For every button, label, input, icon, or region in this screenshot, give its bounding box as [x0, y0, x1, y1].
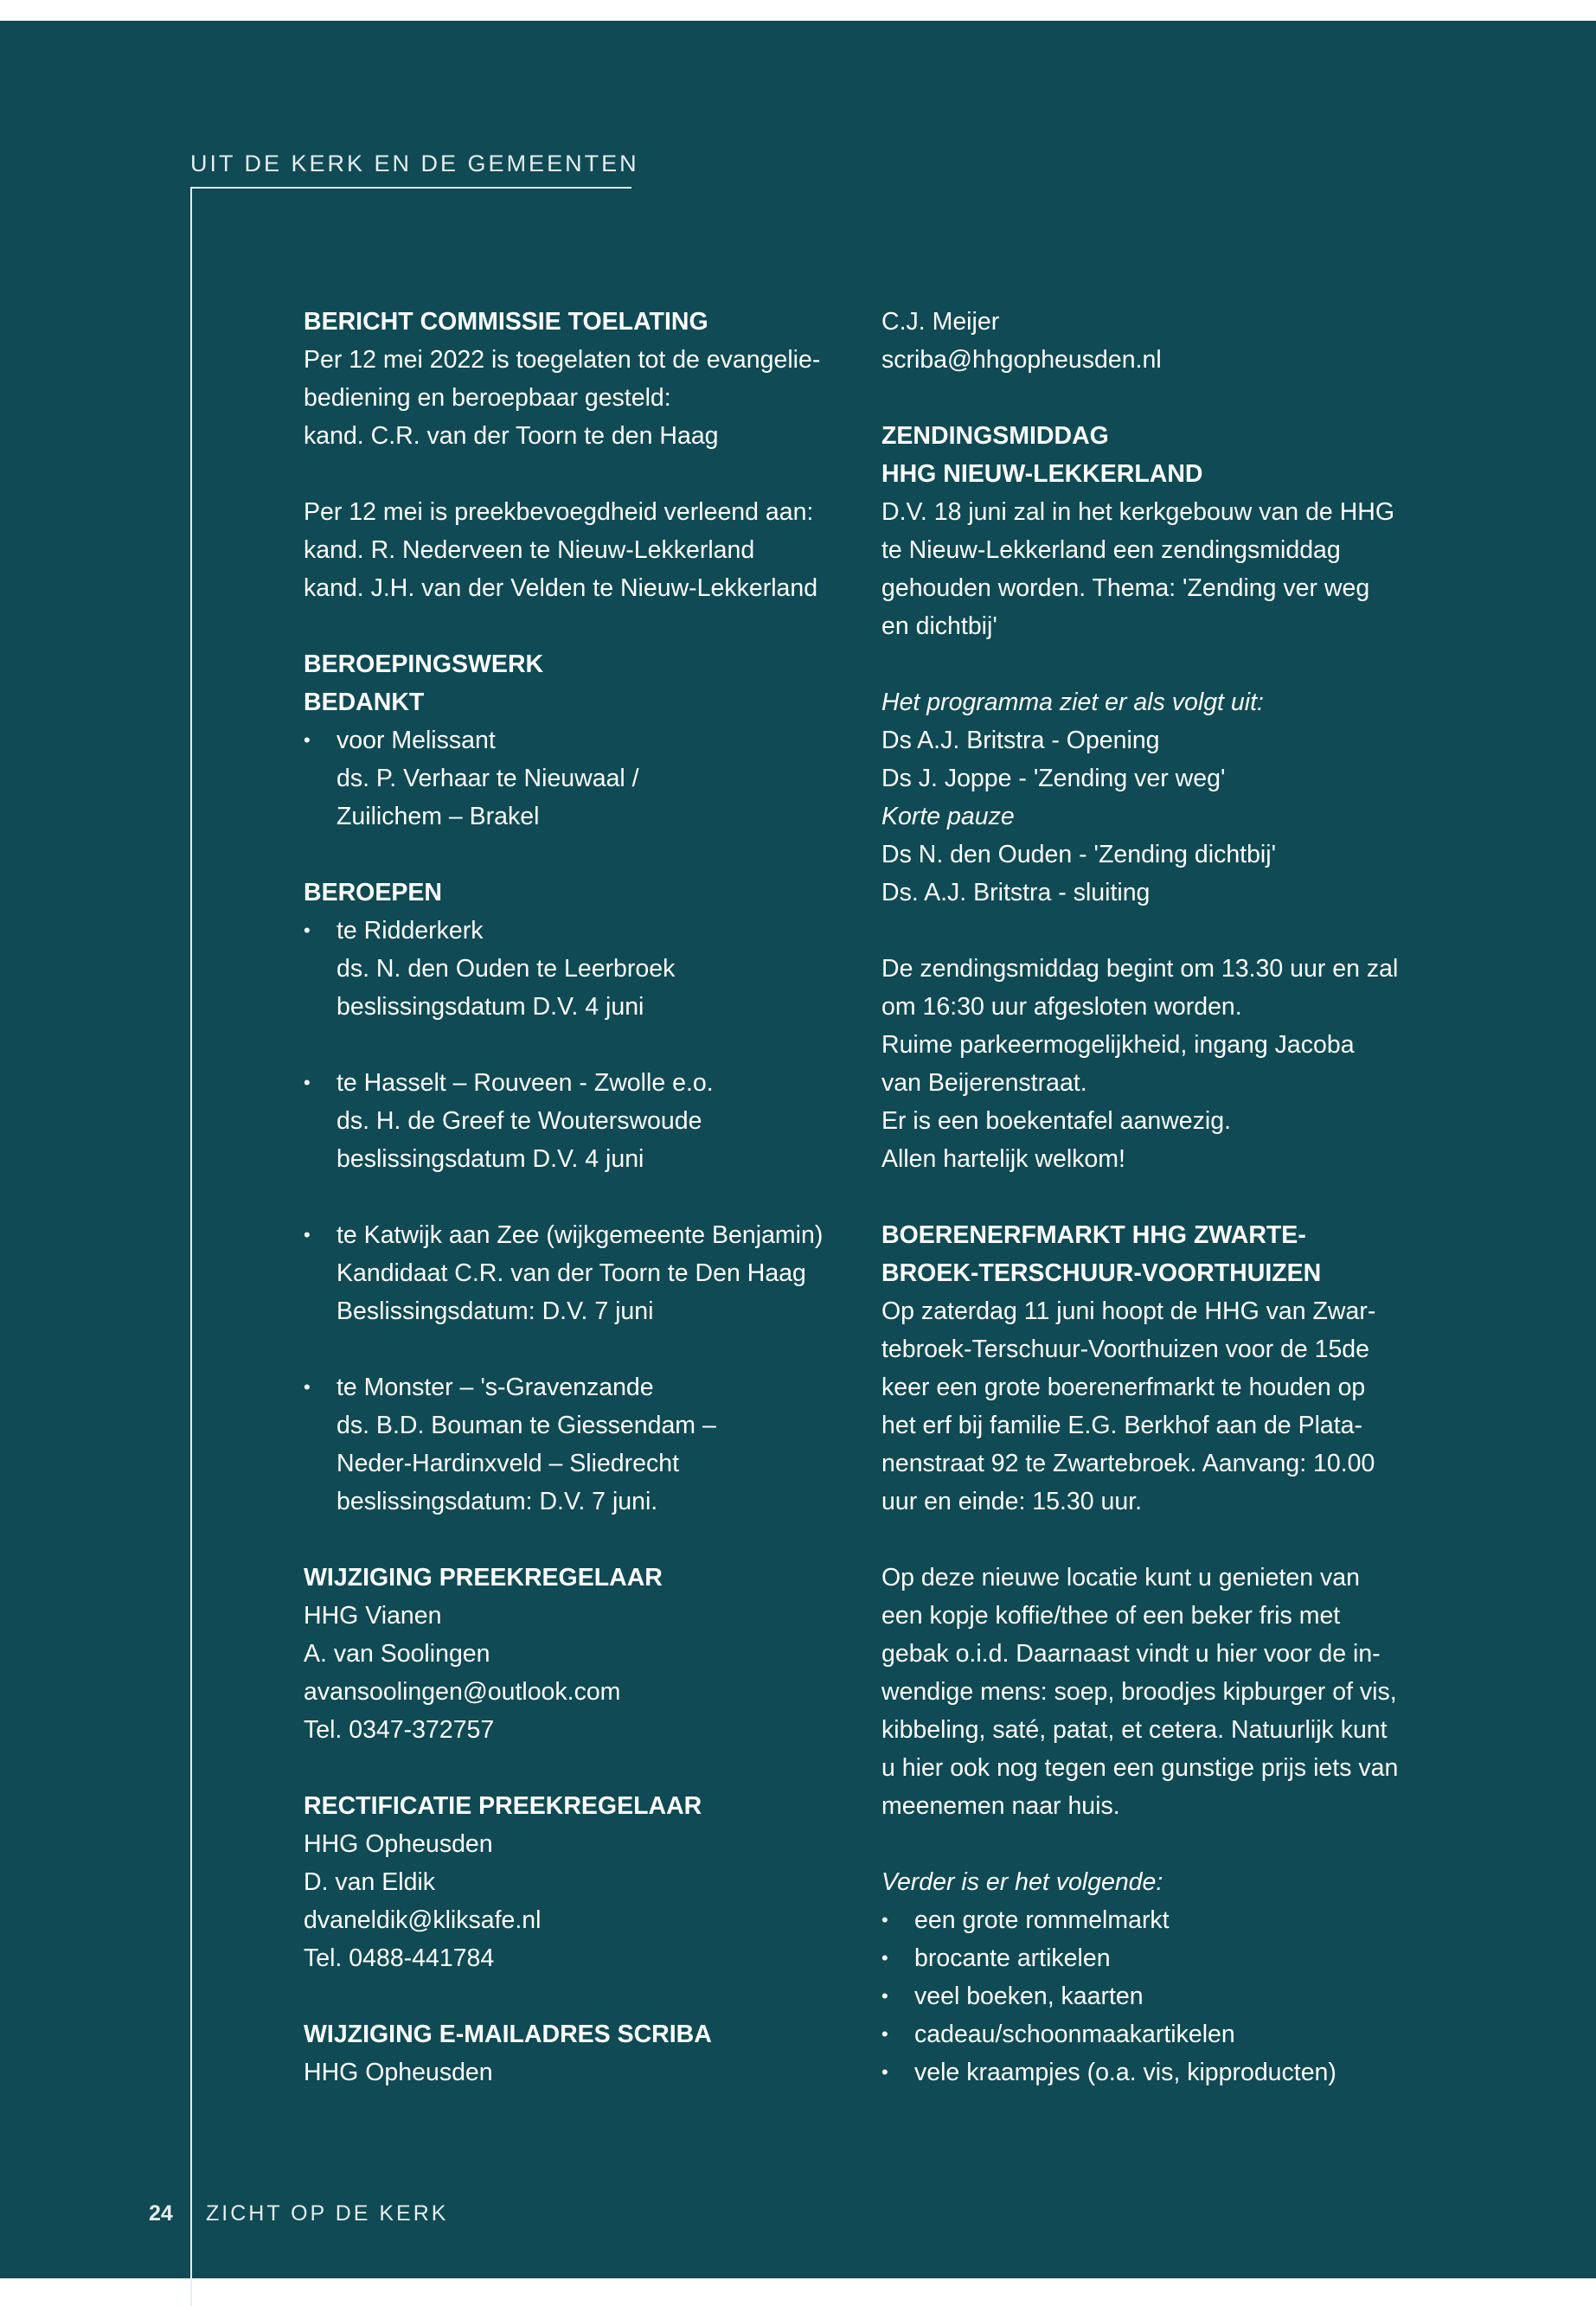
text-line: ds. H. de Greef te Wouterswoude — [337, 1107, 702, 1135]
text-line: Kandidaat C.R. van der Toorn te Den Haag — [337, 1259, 806, 1287]
text-line: Per 12 mei 2022 is toegelaten tot de evangelie- — [304, 346, 821, 374]
text-line: een kopje koffie/thee of een beker fris met — [881, 1602, 1341, 1630]
text-line: beslissingsdatum: D.V. 7 juni. — [337, 1488, 658, 1515]
bullet-icon: • — [304, 1376, 311, 1398]
list-item: • te Katwijk aan Zee (wijkgemeente Benjamin) — [304, 1216, 840, 1254]
vertical-rule — [190, 187, 192, 2306]
verder-label: Verder is er het volgende: — [881, 1868, 1163, 1896]
text-line: om 16:30 uur afgesloten worden. — [881, 993, 1242, 1021]
text-line: HHG Opheusden — [304, 2059, 493, 2086]
text-line: D. van Eldik — [304, 1868, 436, 1896]
text-line: Ruime parkeermogelijkheid, ingang Jacoba — [881, 1031, 1355, 1059]
heading-beroepen: BEROEPEN — [304, 879, 442, 906]
phone-text: Tel. 0347-372757 — [304, 1716, 495, 1744]
programma-item: Ds N. den Ouden - 'Zending dichtbij' — [881, 841, 1277, 868]
bullet-icon: • — [881, 1909, 888, 1931]
right-column — [881, 303, 1426, 2091]
page-number: 24 — [149, 2201, 173, 2226]
text-line: meenemen naar huis. — [881, 1792, 1120, 1820]
text-line: tebroek-Terschuur-Voorthuizen voor de 15de — [881, 1336, 1370, 1363]
text-line: Neder-Hardinxveld – Sliedrecht — [337, 1450, 680, 1477]
text-line: u hier ook nog tegen een gunstige prijs iets van — [881, 1754, 1399, 1782]
text-line: De zendingsmiddag begint om 13.30 uur en zal — [881, 955, 1399, 983]
text-line: Op deze nieuwe locatie kunt u genieten van — [881, 1564, 1360, 1592]
text-line: beslissingsdatum D.V. 4 juni — [337, 1145, 644, 1173]
bullet-icon: • — [304, 919, 311, 941]
list-item: • een grote rommelmarkt — [881, 1901, 1426, 1939]
text-line: uur en einde: 15.30 uur. — [881, 1488, 1143, 1515]
text-line: en dichtbij' — [881, 612, 997, 640]
text-line: het erf bij familie E.G. Berkhof aan de Plata- — [881, 1412, 1363, 1439]
list-item: • te Hasselt – Rouveen - Zwolle e.o. — [304, 1064, 840, 1102]
programma-item: Ds J. Joppe - 'Zending ver weg' — [881, 765, 1226, 792]
bullet-icon: • — [304, 1072, 311, 1093]
list-item: • te Monster – 's-Gravenzande — [304, 1368, 840, 1406]
heading-wijziging-preekregelaar: WIJZIGING PREEKREGELAAR — [304, 1564, 663, 1592]
text-line: wendige mens: soep, broodjes kipburger of vis, — [881, 1678, 1397, 1706]
text-line: ds. B.D. Bouman te Giessendam – — [337, 1412, 716, 1439]
text-line: ds. P. Verhaar te Nieuwaal / — [337, 765, 639, 792]
text-line: D.V. 18 juni zal in het kerkgebouw van de HHG — [881, 498, 1395, 526]
list-item: • voor Melissant — [304, 721, 840, 759]
text-line: bediening en beroepbaar gesteld: — [304, 384, 671, 412]
bullet-icon: • — [881, 1985, 888, 2007]
email-text: dvaneldik@kliksafe.nl — [304, 1906, 542, 1934]
text-line: Zuilichem – Brakel — [337, 803, 540, 830]
text-line: ds. N. den Ouden te Leerbroek — [337, 955, 676, 983]
text-line: Beslissingsdatum: D.V. 7 juni — [337, 1297, 654, 1325]
heading-zendingsmiddag: ZENDINGSMIDDAG — [881, 422, 1109, 450]
list-item: • cadeau/schoonmaakartikelen — [881, 2015, 1426, 2053]
text-line: C.J. Meijer — [881, 308, 1000, 336]
heading-commissie: BERICHT COMMISSIE TOELATING — [304, 308, 708, 336]
heading-rectificatie: RECTIFICATIE PREEKREGELAAR — [304, 1792, 702, 1820]
text-line: kand. R. Nederveen te Nieuw-Lekkerland — [304, 536, 755, 564]
bullet-icon: • — [881, 1947, 888, 1969]
text-line: Allen hartelijk welkom! — [881, 1145, 1125, 1173]
text-line: gebak o.i.d. Daarnaast vindt u hier voor de in- — [881, 1640, 1381, 1668]
programma-label: Het programma ziet er als volgt uit: — [881, 689, 1264, 716]
left-column — [304, 303, 840, 2091]
text-line: keer een grote boerenerfmarkt te houden op — [881, 1374, 1366, 1401]
pauze-label: Korte pauze — [881, 803, 1015, 830]
list-item: • brocante artikelen — [881, 1939, 1426, 1977]
text-line: te Nieuw-Lekkerland een zendingsmiddag — [881, 536, 1341, 564]
phone-text: Tel. 0488-441784 — [304, 1944, 495, 1972]
heading-email-scriba: WIJZIGING E-MAILADRES SCRIBA — [304, 2021, 712, 2048]
heading-boerenerfmarkt: BOERENERFMARKT HHG ZWARTE- — [881, 1221, 1306, 1249]
section-title: UIT DE KERK EN DE GEMEENTEN — [190, 151, 639, 176]
heading-hhg-nieuw-lekkerland: HHG NIEUW-LEKKERLAND — [881, 460, 1203, 488]
email-text: avansoolingen@outlook.com — [304, 1678, 621, 1706]
bullet-icon: • — [881, 2023, 888, 2045]
title-rule — [190, 187, 631, 189]
heading-bedankt: BEDANKT — [304, 689, 425, 716]
text-line: nenstraat 92 te Zwartebroek. Aanvang: 10.00 — [881, 1450, 1375, 1477]
programma-item: Ds. A.J. Britstra - sluiting — [881, 879, 1151, 906]
text-line: Op zaterdag 11 juni hoopt de HHG van Zwar- — [881, 1297, 1376, 1325]
bullet-icon: • — [304, 1224, 311, 1246]
heading-beroepingswerk: BEROEPINGSWERK — [304, 650, 544, 678]
bullet-icon: • — [304, 729, 311, 751]
text-line: beslissingsdatum D.V. 4 juni — [337, 993, 644, 1021]
text-line: kand. C.R. van der Toorn te den Haag — [304, 422, 719, 450]
bullet-icon: • — [881, 2061, 888, 2083]
magazine-name: ZICHT OP DE KERK — [206, 2201, 449, 2226]
email-text: scriba@hhgopheusden.nl — [881, 346, 1162, 374]
text-line: HHG Vianen — [304, 1602, 442, 1630]
text-line: van Beijerenstraat. — [881, 1069, 1087, 1097]
text-line: Per 12 mei is preekbevoegdheid verleend aan: — [304, 498, 814, 526]
text-line: gehouden worden. Thema: 'Zending ver weg — [881, 574, 1370, 602]
list-item: • vele kraampjes (o.a. vis, kipproducten) — [881, 2053, 1426, 2091]
programma-item: Ds A.J. Britstra - Opening — [881, 727, 1160, 754]
text-line: A. van Soolingen — [304, 1640, 490, 1668]
list-item: • te Ridderkerk — [304, 912, 840, 950]
list-item: • veel boeken, kaarten — [881, 1977, 1426, 2015]
text-line: kand. J.H. van der Velden te Nieuw-Lekkerland — [304, 574, 818, 602]
heading-boerenerfmarkt-2: BROEK-TERSCHUUR-VOORTHUIZEN — [881, 1259, 1322, 1287]
text-line: Er is een boekentafel aanwezig. — [881, 1107, 1232, 1135]
page — [0, 21, 1596, 2278]
text-line: HHG Opheusden — [304, 1830, 493, 1858]
text-line: kibbeling, saté, patat, et cetera. Natuurlijk kunt — [881, 1716, 1388, 1744]
